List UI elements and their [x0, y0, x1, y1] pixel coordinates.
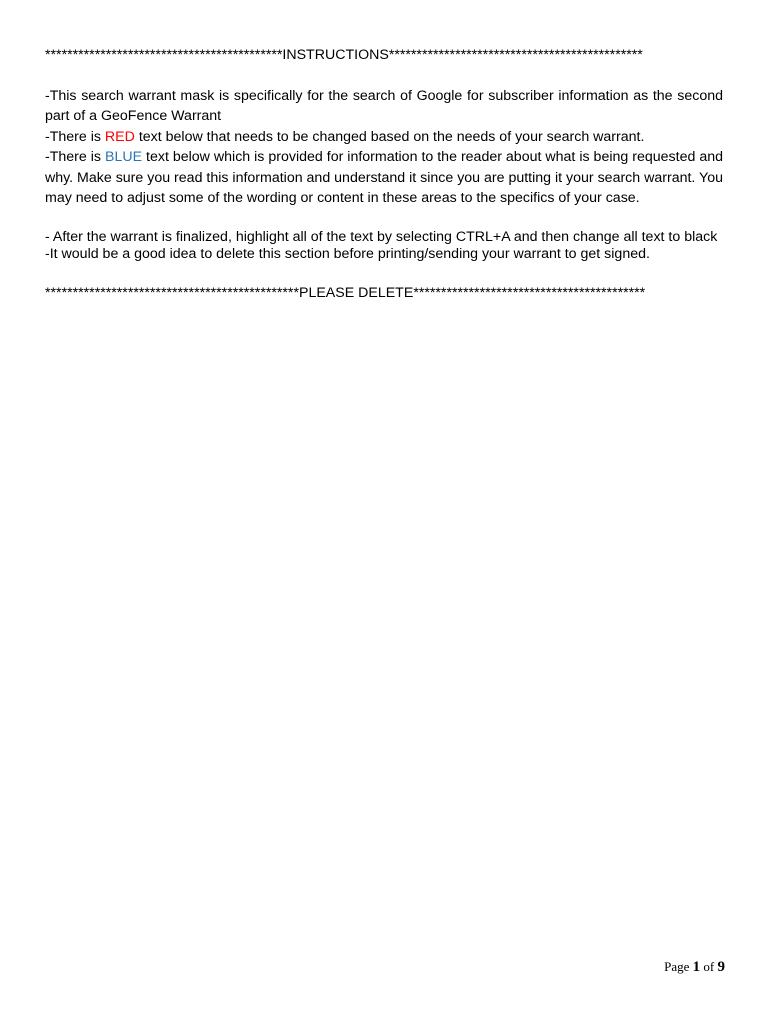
total-page-number: 9 — [717, 959, 725, 975]
please-delete-banner: **********************************************PLEASE DELETE****************************************** — [45, 284, 646, 301]
instruction-line-2-suffix: text below that needs to be changed based on the needs of your search warrant. — [134, 128, 645, 145]
instruction-line-5: -It would be a good idea to delete this section before printing/sending your warrant to get signed. — [45, 245, 650, 262]
instructions-section — [45, 45, 723, 303]
current-page-number: 1 — [692, 959, 701, 975]
red-keyword: RED — [104, 128, 135, 145]
instruction-line-4: - After the warrant is finalized, highlight all of the text by selecting CTRL+A and then change all text to black — [45, 228, 718, 245]
of-word: of — [703, 959, 715, 974]
instruction-line-3 — [45, 147, 723, 209]
page-number-footer — [664, 959, 725, 976]
instruction-line-2-prefix: -There is — [45, 128, 105, 145]
instruction-line-3-prefix: -There is — [45, 149, 105, 165]
blue-keyword: BLUE — [104, 149, 143, 165]
instruction-line-3-suffix: text below which is provided for information to the reader about what is being requested and why. Make sure you read this information and understand it since you are putting it your search warrant. You may need to adjust some of the wording or content in these areas to the specifics of your case. — [45, 149, 723, 206]
instruction-line-1: -This search warrant mask is specifically for the search of Google for subscriber information as the second part of a GeoFence Warrant — [45, 87, 723, 124]
instructions-header-banner: *******************************************INSTRUCTIONS********************************************** — [45, 47, 643, 63]
instruction-line-2 — [45, 127, 723, 148]
page-word: Page — [664, 959, 690, 974]
